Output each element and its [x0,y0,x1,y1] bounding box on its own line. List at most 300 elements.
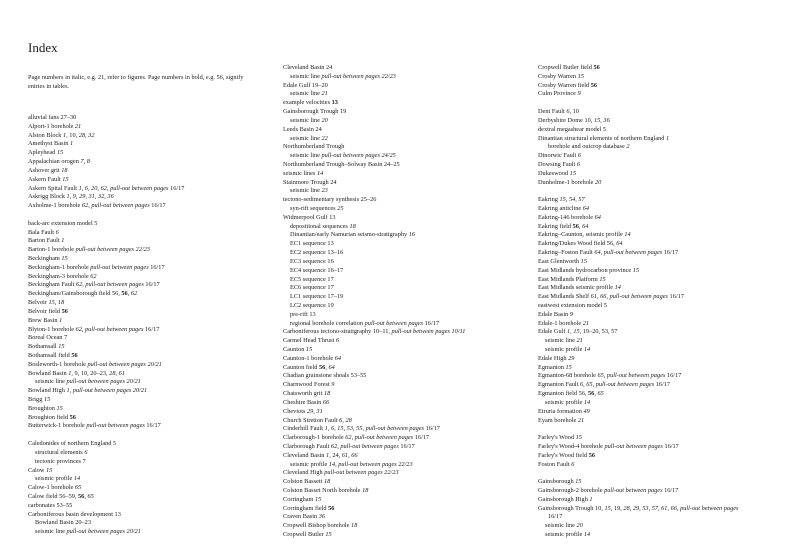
entry-text: Cinderhill Fault [283,425,325,433]
page-reference: 14 [73,475,81,483]
entry-text: structural elements [35,448,85,456]
entry-text: Corringham [283,495,316,503]
index-subentry [28,458,268,467]
page-reference: 64 [594,249,601,257]
entry-text: Egmanton Fault [538,381,580,389]
entry-text: seismic profile [545,398,584,406]
entry-text: Amethyst Basin [28,140,70,148]
index-entry [538,276,778,285]
entry-text: seismic line [290,116,322,124]
index-entry [28,281,268,290]
entry-text: dextral megashear model 5 [538,125,607,133]
page-reference: 62 [130,290,138,298]
index-subentry [28,378,268,387]
page-reference: 56 [319,363,326,371]
entry-text: Egmanton-68 borehole [538,372,598,380]
index-entry [283,126,523,135]
index-entry [28,361,268,370]
page-reference: pull-out between pages 24/25 [321,152,396,160]
page-reference: 1, 6, 15, 53, 55 [324,425,363,433]
index-subentry [283,205,523,214]
page-reference: 6 [577,152,582,160]
entry-text: 16/17 [654,381,671,389]
entry-text: East Midlands hydrocarbon province [538,266,633,274]
entry-text: Edale Basin [538,310,570,318]
index-entry [538,328,778,337]
page-reference: 15 [575,478,582,486]
entry-text: , [351,434,355,442]
index-entry [283,505,523,514]
index-entry [28,299,268,308]
index-entry [538,117,778,126]
entry-text: Farley's Wood field [538,451,589,459]
entry-text: East Midlands Shelf [538,293,591,301]
index-entry [283,179,523,188]
index-entry [538,108,778,117]
index-entry [28,167,268,176]
entry-text: Apleyhead [28,149,57,157]
entry-text: tectonic provinces 7 [35,457,86,465]
index-entry [283,328,523,337]
page-reference: 20 [576,522,583,530]
index-entry [538,223,778,232]
page-reference: 56 [121,290,128,298]
index-entry [28,229,268,238]
index-subentry [283,187,523,196]
index-column-1 [28,114,268,537]
entry-text: Widmerpool Gulf 13 [283,213,336,221]
index-subentry [283,284,523,293]
entry-text: Gainsborough [538,478,576,486]
page-reference: 65 [87,492,94,500]
index-subentry [283,152,523,161]
entry-text: seismic line [290,187,322,195]
index-entry [28,114,268,123]
entry-text: Eakring field [538,222,573,230]
page-reference: 62 [330,442,338,450]
index-entry [283,64,523,73]
index-entry [283,443,523,452]
entry-text: Cleveland High [283,469,325,477]
entry-text: seismic line [290,134,322,142]
page-reference: 20 [595,178,602,186]
index-entry [538,505,778,514]
index-entry [283,108,523,117]
page-reference: 64 [328,363,335,371]
entry-text: East Midlands Platform [538,275,600,283]
index-entry [283,399,523,408]
page-reference: 1 [666,134,670,142]
entry-text: Belvoir [28,299,49,307]
entry-text: Cheshire Basin [283,398,323,406]
page-reference: 66 [322,398,330,406]
page-reference: pull-out between pages 22/23 [338,460,413,468]
index-entry [28,202,268,211]
entry-text: Colston Bassett [283,478,324,486]
index-entry [28,484,268,493]
page-reference: pull-out between pages [609,293,668,301]
page-reference: 15 [62,175,69,183]
intro-segment: Page numbers in [28,74,72,81]
page-reference: 14 [624,231,631,239]
entry-text: LC2 sequence 19 [290,301,334,309]
index-entry [283,496,523,505]
entry-text: Egmanton field 56, [538,390,589,398]
entry-text: 16/17 [424,425,440,433]
entry-text: Egmanton [538,363,566,371]
page-reference: 56 [572,222,579,230]
page-reference: pull-out between pages [603,249,663,257]
page-reference: pull-out between pages [85,281,144,289]
page-reference: 56 [328,504,335,512]
page-reference: 56 [61,307,68,315]
entry-text: Askern Fault [28,175,63,183]
index-entry [538,170,778,179]
entry-text: syn-rift sequences [290,205,338,212]
index-entry [283,452,523,461]
entry-text: East Glentworth [538,257,581,265]
entry-text: eastwest extension model 5 [538,301,608,309]
index-subentry [283,311,523,320]
page-reference: 15 [604,504,611,512]
entry-text: Broughton field [28,413,70,421]
index-entry [28,405,268,414]
entry-text: , 9, 10, 20–23, [71,369,110,377]
page-reference: pull-out between pages 20/21 [66,378,141,386]
entry-text: , [362,425,366,433]
page-reference: 2 [626,143,630,151]
page-reference: 61, 66 [590,293,607,301]
index-subentry [283,223,523,232]
index-entry [28,396,268,405]
entry-text: Carboniferous basin development 13 [28,510,121,518]
entry-text: Beckingham [28,255,62,262]
page-reference: 15, 18 [48,299,65,307]
entry-text: regional borehole correlation [290,319,365,327]
index-entry [283,355,523,364]
entry-text: Beckingham-1 borehole [28,263,91,271]
entry-text: Axholme-1 borehole [28,202,82,210]
entry-text: seismic profile [545,346,584,353]
page-reference: 15 [599,275,606,283]
index-subentry [538,522,778,531]
entry-text: pre-rift 13 [290,310,316,318]
page-reference: 14 [328,460,336,468]
entry-text: , [592,381,596,389]
entry-text: Dinantian structural elements of northern England [538,134,666,142]
index-entry [538,461,778,470]
entry-text: 16/17 [398,442,415,450]
page-reference: 65 [597,372,604,380]
entry-text: , [127,290,131,298]
page-reference: 6 [335,337,340,345]
entry-text: Edale Gulf 19–20 [283,81,328,89]
entry-text: Dunholme-1 borehole [538,178,596,186]
index-entry [283,513,523,522]
index-entry [28,176,268,185]
entry-text: seismic profile [545,531,584,539]
entry-text: Calow field 56–59, [28,492,79,500]
intro-segment: , e.g. [84,74,98,81]
page-reference: 15 [61,255,68,262]
page-reference: pull-out between pages [604,487,663,494]
entry-text: seismic line [35,528,67,536]
index-entry [538,284,778,293]
index-subentry [283,135,523,144]
index-entry [283,487,523,496]
page-reference: 18 [351,522,358,530]
entry-text: Chatsworth grit [283,390,324,398]
index-entry [28,264,268,273]
entry-text: Calow-1 borehole [28,484,75,492]
page-reference: 62 [81,202,89,210]
entry-text: Blyton-1 borehole [28,325,76,333]
page-reference: pull-out between pages [606,372,666,380]
entry-text: Bowland Basin [28,369,69,377]
page-reference: 64 [334,354,342,362]
page-reference: 1 [69,140,74,148]
index-entry [538,417,778,426]
entry-text: EC3 sequence 16 [290,257,334,265]
entry-text: 16/17 [143,281,160,289]
page-reference: 56 [590,81,598,89]
page-reference: pull-out between pages 22/23 [321,72,396,80]
intro-segment: 56 [216,74,223,81]
page-reference: 1 [589,495,593,503]
page-reference: 7, 8 [80,158,90,166]
index-entry [283,434,523,443]
index-subentry [283,258,523,267]
page-reference: 14 [583,346,591,353]
page-reference: pull-out between pages [340,442,399,450]
page-reference: 15, 54, 57 [559,196,585,204]
index-entry [28,290,268,299]
entry-text: , [600,249,604,257]
page-reference: 56 [588,451,596,459]
entry-text: Alston Block [28,131,63,139]
page-reference: 21 [577,416,585,424]
index-entry [28,370,268,379]
intro-segment: , signify entries in tables. [28,74,244,90]
entry-text: Alport-1 borehole [28,122,75,130]
page-reference: 1 [66,387,70,395]
entry-text: Eakring–Foston Fault [538,249,595,257]
entry-text: Caunton field [283,363,320,371]
page-reference: 15, 36 [593,116,610,124]
entry-text: Bosleworth-1 borehole [28,360,88,368]
page-reference: 14 [316,169,324,177]
page-reference: 29 [568,354,575,362]
index-entry [28,246,268,255]
page-reference: 1 [326,451,330,459]
index-entry [28,511,268,520]
index-entry [283,478,523,487]
entry-text: , [676,504,681,512]
index-subentry [283,90,523,99]
page-reference: 9 [569,310,573,318]
index-intro [28,74,258,91]
index-entry [283,143,523,152]
index-subentry [28,519,268,528]
page-reference: 15 [305,346,313,353]
page-reference: 18 [362,487,369,494]
page-reference: 28, 61 [109,369,125,377]
entry-text: 16/17 [148,263,165,271]
page-reference: pull-out between pages [354,434,414,442]
page-reference: 62 [75,281,83,289]
index-entry [538,267,778,276]
page-reference: 1, 9, 29, 31, 32, 36 [66,193,114,201]
entry-text: Belvoir field [28,307,62,315]
page-reference: pull-out between pages [680,504,739,512]
index-entry [538,496,778,505]
entry-text: Broughton [28,404,57,412]
index-entry [538,161,778,170]
index-entry [28,493,268,502]
page-reference: 15 [43,396,51,403]
index-entry [538,513,778,522]
index-column-3 [538,64,778,540]
letter-group-spacer [538,187,778,196]
page-reference: 22 [321,134,328,142]
letter-group-spacer [28,211,268,220]
index-entry [538,231,778,240]
entry-text: Charnwood Forest [283,381,332,389]
index-column-2 [283,64,523,540]
index-subentry [283,117,523,126]
entry-text: seismic line [545,337,577,345]
entry-text: Dinorwic Fault [538,152,578,160]
index-entry [28,158,268,167]
entry-text: Bala Fault [28,228,56,236]
entry-text: Eakring–Caunton, seismic profile [538,231,625,239]
page-reference: 18 [349,222,356,230]
page-reference: 64 [582,205,590,212]
entry-text: Beckingham-3 borehole [28,272,91,280]
entry-text: Gainsborough High [538,495,590,503]
page-reference: 49 [583,407,590,415]
entry-text: Culm Province [538,90,578,98]
index-subentry [283,461,523,470]
entry-text: Cheviots [283,407,307,415]
page-reference: pull-out between pages [604,442,663,450]
index-entry [538,90,778,99]
index-entry [283,408,523,417]
entry-text: 16/17 [144,422,161,430]
index-subentry [283,320,523,329]
entry-text: , [84,492,88,500]
page-reference: 15 [565,363,572,371]
page-reference: 6 [84,448,88,456]
page-reference: 15 [56,149,64,157]
page-reference: 15 [632,266,640,274]
page-reference: pull-out between pages 22/23 [324,469,399,477]
page-reference: 6 [576,160,580,168]
page-reference: pull-out between pages [110,184,169,192]
index-entry [538,452,778,461]
index-subentry [28,528,268,537]
page-reference: 56 [78,492,85,500]
entry-text: Northumberland Trough [283,143,345,151]
index-entry [283,364,523,373]
index-entry [538,293,778,302]
entry-text: 16/17 [662,487,679,494]
index-subentry [283,302,523,311]
index-entry [283,196,523,205]
index-subentry [28,449,268,458]
entry-text: Butterwick-1 borehole [28,422,87,430]
index-entry [538,73,778,82]
page-reference: 64 [594,213,601,221]
page-reference: 1 [61,237,65,245]
page-reference: 65 [597,390,604,398]
index-entry [28,273,268,282]
index-subentry [283,231,523,240]
entry-text: Cropwell Butler [283,531,326,539]
entry-text: 16/17 [168,184,185,192]
entry-text: , 19, [610,504,624,512]
page-reference: 1 [59,316,63,324]
page-reference: pull-out between pages [365,425,424,433]
entry-text: carbonates 53–55 [28,501,73,509]
entry-text: Gainsborough Trough 19 [283,108,347,116]
entry-text: Dukeswood [538,169,570,177]
index-entry [28,308,268,317]
page-reference: 15 [315,495,322,503]
index-subentry [283,276,523,285]
entry-text: Chadian grainstone shoals 53–55 [283,372,367,380]
index-entry [538,152,778,161]
entry-text: Clarborough Fault [283,442,331,450]
page-reference: 15 [577,72,584,80]
entry-text: , [106,184,111,192]
index-subentry [28,475,268,484]
index-entry [538,434,778,443]
entry-text: Edale High [538,354,569,362]
index-entry [283,82,523,91]
entry-text: Beckingham Fault [28,281,76,289]
entry-text: Church Stretton Fault [283,416,340,424]
page-reference: 64 [582,222,589,230]
index-entry [538,143,778,152]
page-reference: 62 [90,272,97,280]
index-entry [283,170,523,179]
index-entry [538,390,778,399]
intro-segment: 21 [97,74,105,81]
entry-text: alluvial fans 27–30 [28,114,77,121]
index-entry [28,317,268,326]
page-reference: 25 [337,205,344,212]
page-reference: 1 [68,369,72,377]
entry-text: Brew Basin [28,316,60,324]
index-entry [283,214,523,223]
entry-text: Crosby Warren [538,72,578,80]
entry-text: , [578,222,583,230]
letter-group-spacer [538,99,778,108]
entry-text: Caledonides of northern England 5 [28,440,117,448]
index-entry [538,320,778,329]
letter-group-spacer [28,431,268,440]
entry-text: Beckingham/Gainsborough field 56, [28,290,122,298]
index-entry [538,196,778,205]
page-reference: 62 [75,325,82,333]
page-reference: pull-out between pages [86,422,145,430]
page-reference: pull-out between pages 20/21 [72,387,148,395]
page-reference: pull-out between pages 10/11 [391,328,466,336]
page-reference: 28, 32 [78,131,95,139]
entry-text: Clarborough-1 borehole [283,434,346,442]
index-entry [28,149,268,158]
